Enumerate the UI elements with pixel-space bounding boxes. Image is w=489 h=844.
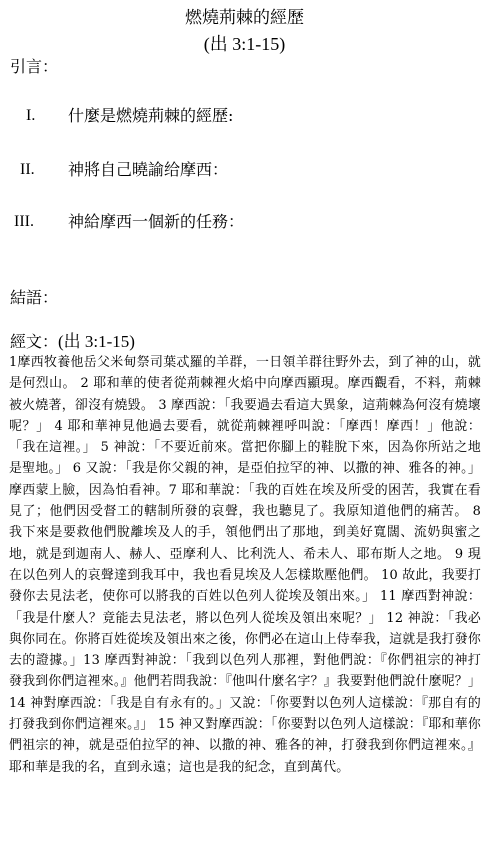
outline-text: 神給摩西一個新的任務：: [68, 212, 245, 231]
outline-text: 什麼是燃燒荊棘的經歷:: [68, 106, 234, 125]
page-title: 燃燒荊棘的經歷: [185, 8, 304, 28]
outline-item-1: [0, 105, 489, 127]
scripture-reference: (出 3:1-15): [58, 332, 135, 351]
scripture-label: 經文：: [10, 332, 59, 351]
outline-numeral: III.: [14, 213, 34, 230]
outline-text: 神將自己曉諭给摩西：: [68, 160, 229, 179]
outline-numeral: I.: [26, 107, 36, 124]
outline-numeral: II.: [20, 161, 35, 178]
page-subtitle-reference: (出 3:1-15): [203, 34, 286, 54]
conclusion-label: 結語：: [10, 288, 59, 307]
scripture-text: 1摩西牧養他岳父米甸祭司葉忒羅的羊群，一日領羊群往野外去，到了神的山，就是何烈山。 2 耶和華的使者從荊棘裡火焰中向摩西顯現。摩西觀看，不料，荊棘被火燒著，卻沒有燒毀。 3 摩西說：「我要過去看這大異象，這荊棘為何沒有燒壞呢？」 4 耶和華神見他過去要看，就從荊棘裡呼叫說：「摩西！摩西！」他說：「我在這裡。」 5 神說：「不要近前來。當把你腳上的鞋脫下來，因為你所站之地是聖地。」 6 又說：「我是你父親的神，是亞伯拉罕的神、以撒的神、雅各的神。」摩西蒙上臉，因為怕看神。7 耶和華說：「我的百姓在埃及所受的困苦，我實在看見了；他們因受督工的轄制所發的哀聲，我也聽見了。我原知道他們的痛苦。 8 我下來是要救他們脫離埃及人的手，領他們出了那地，到美好寬闊、流奶與蜜之地，就是到迦南人、赫人、亞摩利人、比利洗人、希未人、耶布斯人之地。 9 現在以色列人的哀聲達到我耳中，我也看見埃及人怎樣欺壓他們。 10 故此，我要打發你去見法老，使你可以將我的百姓以色列人從埃及領出來。」 11 摩西對神說：「我是什麼人？竟能去見法老，將以色列人從埃及領出來呢？」 12 神說：「我必與你同在。你將百姓從埃及領出來之後，你們必在這山上侍奉我，這就是我打發你去的證據。」13 摩西對神說：「我到以色列人那裡，對他們說：『你們祖宗的神打發我到你們這裡來。』他們若問我說：『他叫什麼名字？』我要對他們說什麼呢？」 14 神對摩西說：「我是自有永有的。」又說：「你要對以色列人這樣說：『那自有的打發我到你們這裡來。』」 15 神又對摩西說：「你要對以色列人這樣說：『耶和華你們祖宗的神，就是亞伯拉罕的神、以撒的神、雅各的神，打發我到你們這裡來。』耶和華是我的名，直到永遠；這也是我的紀念，直到萬代。: [9, 355, 481, 775]
outline-item-2: [0, 159, 489, 181]
intro-label: 引言：: [10, 57, 59, 76]
outline-item-3: [0, 211, 489, 233]
scripture-header: [10, 331, 135, 353]
